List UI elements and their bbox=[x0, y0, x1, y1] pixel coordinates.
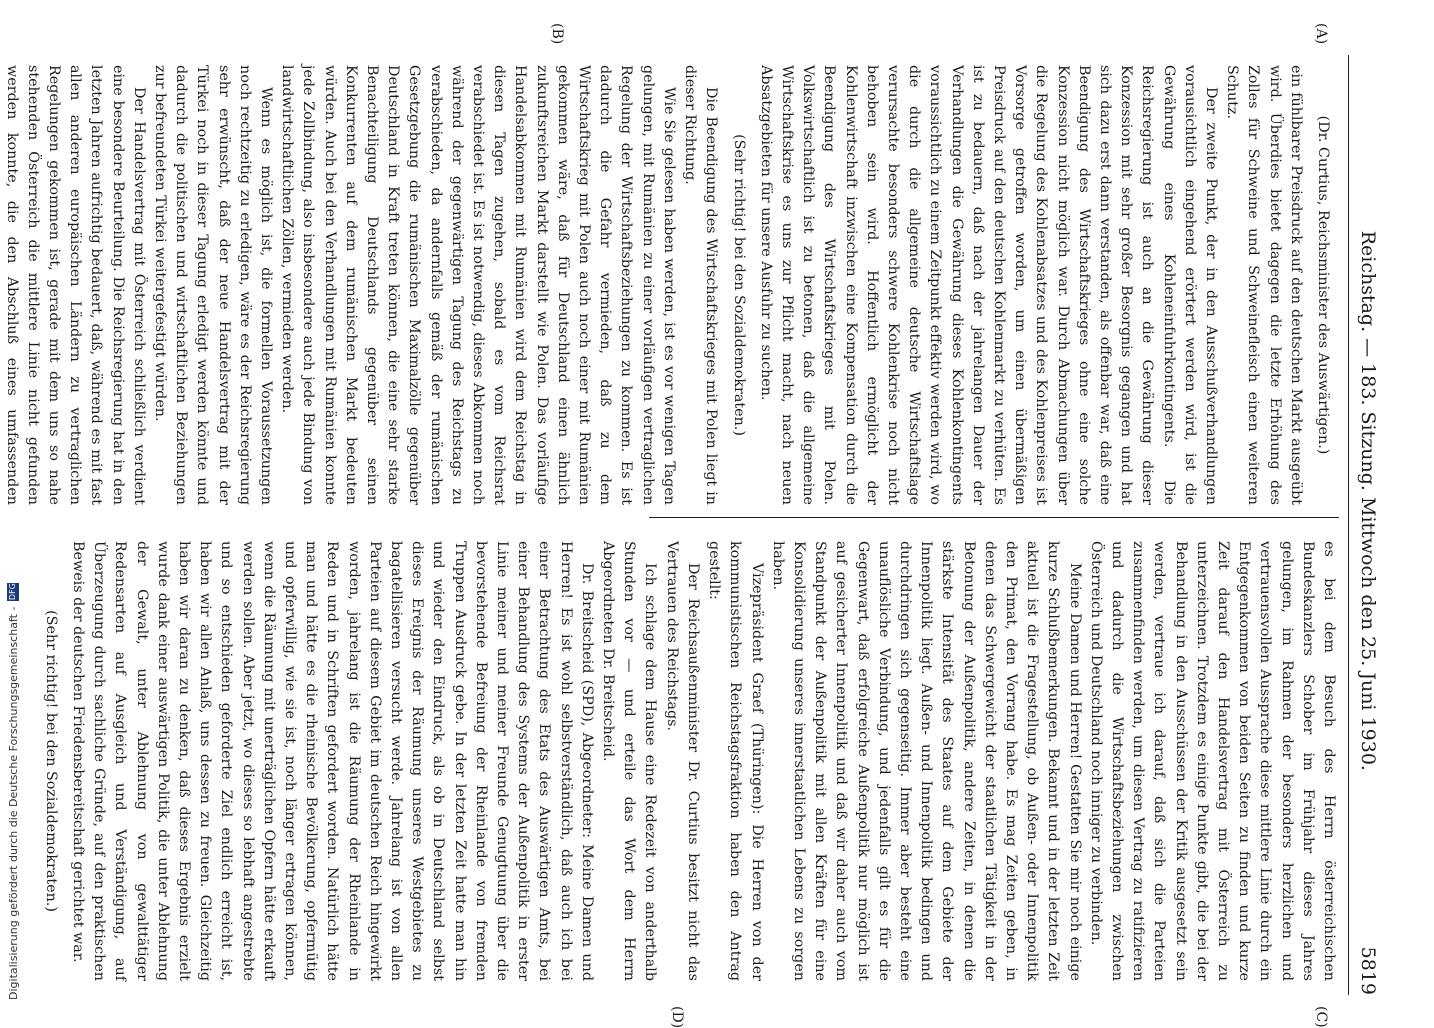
paragraph: Ich schlage dem Hause eine Redezeit von anderthalb Stunden vor — und erteile das Wort dem Herrn Abgeordneten Dr. Breitscheid. bbox=[600, 541, 659, 981]
interjection: (Sehr richtig! bei den Sozialdemokraten.) bbox=[42, 610, 59, 912]
motion-text: Der Reichsaußenminister Dr. Curtius besitzt nicht das Vertrauen des Reichstags. bbox=[663, 541, 701, 981]
interjection: (Sehr richtig! bei den Sozialdemokraten.) bbox=[730, 134, 747, 436]
paragraph: es bei dem Besuch des Herrn österreichischen Bundeskanzlers Schober im Frühjahr dieses Jahres gelungen, im Rahmen der besonders herzlichen und vertrauensvollen Aussprache diese mittlere Linie durch ein Entgegenkommen von beiden Seiten zu finden und kurze Zeit darauf den Handelsvertrag mit Österreich zu unterzeichnen. Trotzdem es einige Punkte gibt, die bei der Behandlung in den Ausschüssen der Kritik ausgesetzt sein werden, vertraue ich darauf, daß sich die Parteien zusammenfinden werden, um diesen Vertrag zu ratifizieren und dadurch die Wirtschaftsbeziehungen zwischen Österreich und Deutschland noch inniger zu verbinden. bbox=[1087, 541, 1337, 981]
paragraph: Wie Sie gelesen haben werden, ist es vor wenigen Tagen gelungen, mit Rumänien zu einer vorläufigen vertraglichen Regelung der Wirtschaftsbeziehungen zu kommen. Es ist dadurch die Gefahr vermieden, daß zu dem Wirtschaftskrieg mit Polen auch noch einer mit Rumänien gekommen wäre, daß für Deutschland einen ähnlich zukunftsreichen Markt darstellt wie Polen. Das vorläufige Handelsabkommen mit Rumänien wird dem Reichstag in diesen Tagen zugehen, sobald es vom Reichsrat verabschiedet ist. Es ist notwendig, dieses Abkommen noch während der gegenwärtigen Tagung des Reichstags zu verabschieden, da andernfalls gemäß der rumänischen Gesetzgebung die rumänischen Maximalzölle gegenüber Deutschland in Kraft treten können, die eine sehr starke Benachteiligung Deutschlands gegenüber seinen Konkurrenten auf dem rumänischen Markt bedeuten würden. Auch bei den Verhandlungen mit Rumänien konnte jede Zollbindung, also insbesondere auch jede Bindung von landwirtschaftlichen Zöllen, vermieden werden. bbox=[279, 65, 677, 505]
paragraph: Der Handelsvertrag mit Österreich schließlich verdient eine besondere Beurteilung. Die Reichsregierung hat in den letzten Jahren aufrichtig bedauert, daß, während es mit fast allen anderen europäischen Ländern zu vertraglichen Regelungen gekommen ist, gerade mit dem uns so nahe stehenden Österreich die mittlere Linie nicht gefunden werden konnte, die den Abschluß eines umfassenden bbox=[3, 65, 147, 505]
paragraph: Wenn es möglich ist, die formellen Voraussetzungen noch rechtzeitig zu erledigen, wäre es der Reichsregierung sehr erwünscht, daß der neue Handelsvertrag mit der Türkei noch in dieser Tagung erledigt werden könnte und dadurch die politischen und wirtschaftlichen Beziehungen zur befreundeten Türkei weitergefestigt würden. bbox=[152, 65, 275, 505]
left-column bbox=[3, 65, 1339, 505]
speaker-note: (Dr. Curtius, Reichsminister des Auswärtigen.) bbox=[1315, 115, 1331, 455]
header-rule bbox=[1348, 55, 1349, 995]
column-divider bbox=[649, 517, 1339, 518]
credit-text: Digitalisierung gefördert durch die Deutsche Forschungsgemeinschaft - bbox=[6, 606, 20, 1000]
paragraph: ein fühlbarer Preisdruck auf den deutschen Markt ausgeübt wird. Überdies bietet dagegen die letzte Erhöhung des Zolles für Schweine und Schweinefleisch einen weiteren Schutz. bbox=[1224, 65, 1304, 505]
paragraph: Der zweite Punkt, der in den Ausschußverhandlungen vorausichtlich eingehend erörtert werden wird, ist die Gewährung eines Kohleneinfuhrkontingents. Die Reichsregierung ist auch an die Gewährung dieser Konzession mit sehr großer Besorgnis gegangen und hat sich dazu erst dann verstanden, als offenbar war, daß eine Beendigung des Wirtschaftskrieges ohne eine solche Konzession nicht möglich war. Durch Abmachungen über die Regelung des Kohlenabsatzes und des Kohlenpreises ist Vorsorge getroffen worden, um einen übermäßigen Preisdruck auf den deutschen Kohlenmarkt zu verhüten. Es ist zu bedauern, daß nach der jahrelangen Dauer der Verhandlungen die Gewährung dieses Kohlenkontingents voraussichtlich zu einem Zeitpunkt effektiv werden wird, wo die durch die allgemeine deutsche Wirtschaftslage verursachte besonders schwere Kohlenkrise noch nicht behoben sein wird. Hoffentlich ermöglicht der Kohlenwirtschaft inzwischen eine Kompensation durch die Beendigung des Wirtschaftskrieges mit Polen. Volkswirtschaftlich ist zu betonen, daß die allgemeine Wirtschaftskrise es uns zur Pflicht macht, nach neuen Absatzgebieten für unsere Ausfuhr zu suchen. bbox=[757, 65, 1219, 505]
margin-marker-d: (D) bbox=[669, 1006, 685, 1028]
paragraph: Meine Damen und Herren! Gestatten Sie mir noch einige kurze Schlußbemerkungen. Bekannt und in der letzten Zeit aktuell ist die Fragestellung, ob Außen- oder Innenpolitik den Primat, den Vorrang habe. Es mag Zeiten geben, in denen das Schwergewicht der staatlichen Tätigkeit in der Betonung der Außenpolitik, andere Zeiten, in denen die stärkste Intensität des Staates auf dem Gebiete der Innenpolitik liegt. Außen- und Innenpolitik bedingen und durchdringen sich gegenseitig. Immer aber besteht eine unauflösliche Verbindung, und jedenfalls gilt es für die Gegenwart, daß erfolgreiche Außenpolitik nur möglich ist auf gesicherter Innenpolitik und daß wir daher auch vom Standpunkt der Außenpolitik mit allen Kräften für eine Konsolidierung unseres innerstaatlichen Lebens zu sorgen haben. bbox=[769, 541, 1083, 981]
paragraph: Dr. Breitscheid (SPD), Abgeordneter: Meine Damen und Herren! Es ist wohl selbstverständlich, daß auch ich bei einer Betrachtung des Etats des Auswärtigen Amts, bei einer Behandlung des Systems der Außenpolitik in erster Linie meiner und meiner Freunde Genugtuung über die bevorstehende Befreiung der Rheinlande von fremden Truppen Ausdruck gebe. In der letzten Zeit hatte man hin und wieder den Eindruck, als ob in Deutschland selbst dieses Ereignis der Räumung unseres Westgebietes zu bagatellisieren versucht werde. Jahrelang ist von allen Parteien auf diesem Gebiet im deutschen Reich hingewirkt worden, jahrelang ist die Räumung der Rheinlande in Reden und in Schriften gefordert worden. Natürlich hätte man und hätte es die rheinische Bevölkerung, opfermütig und opferwillig, wie sie ist, noch länger ertragen können, wenn die Räumung mit unerträglichen Opfern hätte erkauft werden sollen. Aber jetzt, wo dieses so lebhaft angestrebte und so entschieden geforderte Ziel endlich erreicht ist, haben wir allen Anlaß, uns dessen zu freuen. Gleichzeitig haben wir daran zu denken, daß dieses Ergebnis erzielt wurde dank einer auswärtigen Politik, die unter Ablehnung der Gewalt, unter Ablehnung von gewalttätiger Redensarten auf Ausgleich und Verständigung, auf Überzeugung durch sachliche Gründe, auf den praktischen Beweis der deutschen Friedensbereitschaft gerichtet war. bbox=[70, 541, 595, 981]
digitization-credit bbox=[2, 0, 24, 1000]
dfg-logo-icon: DFG bbox=[8, 583, 17, 601]
header-title: Reichstag. — 183. Sitzung. Mittwoch den 25. Juni 1930. bbox=[1357, 230, 1379, 771]
margin-marker-b: (B) bbox=[549, 23, 565, 45]
paragraph: Vizepräsident Graef (Thüringen): Die Herren von der kommunistischen Reichstagsfraktion haben den Antrag gestellt: bbox=[706, 541, 765, 981]
margin-marker-a: (A) bbox=[1313, 23, 1329, 45]
page-number: 5819 bbox=[1357, 946, 1379, 995]
right-column bbox=[42, 541, 1339, 981]
page-header bbox=[1351, 55, 1385, 995]
paragraph: Die Beendigung des Wirtschaftskrieges mit Polen liegt in dieser Richtung. bbox=[682, 65, 720, 505]
margin-marker-c: (C) bbox=[1313, 1006, 1329, 1028]
